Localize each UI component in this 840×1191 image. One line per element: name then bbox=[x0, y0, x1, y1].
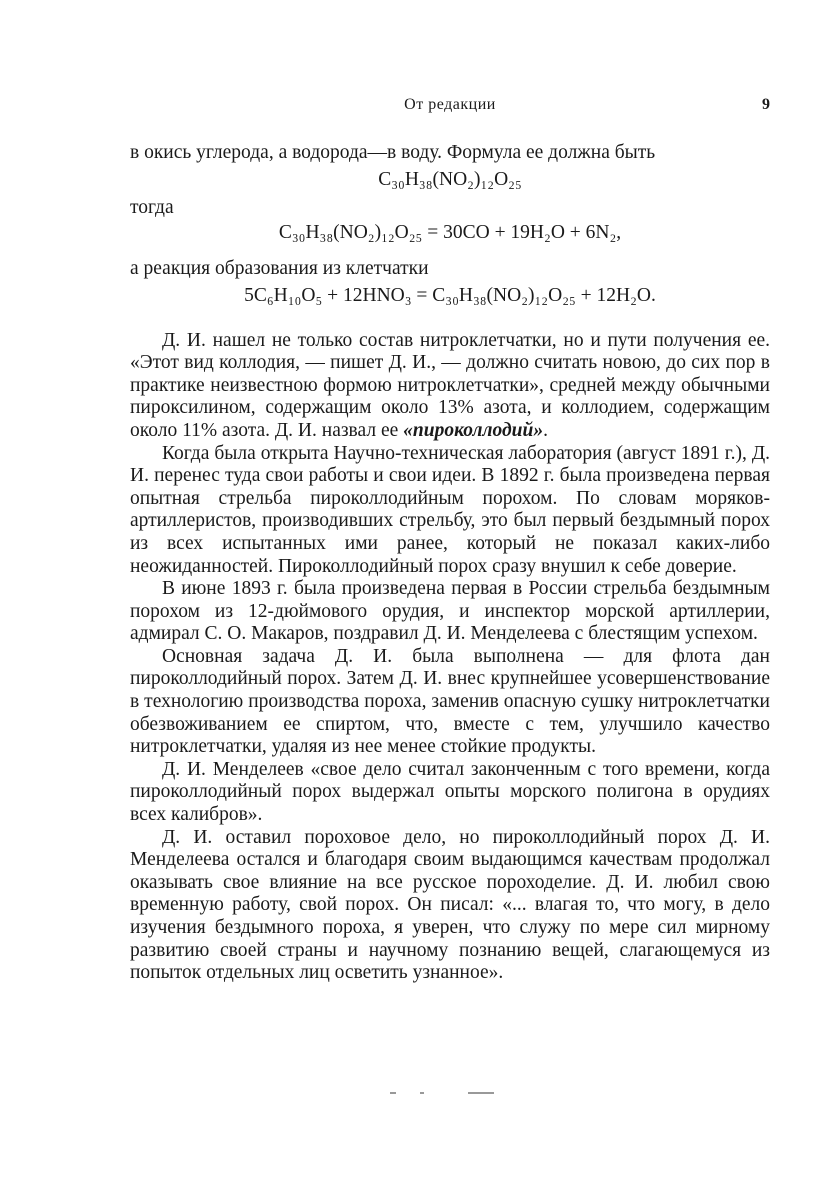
paragraph-1-text: Д. И. нашел не только состав нитроклетчатки, но и пути получения ее. «Этот вид коллодия, — пишет Д. И., — должно считать новою, до сих пор в практике неизвестною формою нитроклетчатки», средней между обычными пироксилином, содержащим около 13% азота, и коллодием, содержащим около 11% азота. Д. И. назвал ее bbox=[130, 329, 770, 441]
paragraph-2: Когда была открыта Научно-техническая лаборатория (август 1891 г.), Д. И. перенес туда свои работы и свои идеи. В 1892 г. была произведена первая опытная стрельба пироколлодийным порохом. По словам моряков-артиллеристов, производивших стрельбу, это был первый бездымный порох из всех испытанных ими ранее, который не показал каких-либо неожиданностей. Пироколлодийный порох сразу внушил к себе доверие. bbox=[130, 442, 770, 577]
paragraph-6: Д. И. оставил пороховое дело, но пироколлодийный порох Д. И. Менделеева остался и благодаря своим выдающимся качествам продолжал оказывать свое влияние на все русское пороходелие. Д. И. любил свою временную работу, свой порох. Он писал: «... влагая то, что могу, в дело изучения бездымного пороха, я уверен, что служу по мере сил мирному развитию своей страны и научному познанию вещей, слагающемуся из попыток отдельных лиц осветить узнанное». bbox=[130, 826, 770, 984]
paragraph-3: В июне 1893 г. была произведена первая в России стрельба бездымным порохом из 12-дюймового орудия, и инспектор морской артиллерии, адмирал С. О. Макаров, поздравил Д. И. Менделеева с блестящим успехом. bbox=[130, 578, 770, 645]
label-reaction: а реакция образования из клетчатки bbox=[130, 258, 429, 280]
print-mark bbox=[468, 1092, 494, 1094]
running-title: От редакции bbox=[404, 96, 496, 113]
formula-nitrocellulose: C₃₀H₃₈(NO₂)₁₂O₂₅ bbox=[378, 168, 522, 190]
page-number: 9 bbox=[762, 96, 770, 113]
print-marks bbox=[390, 1092, 500, 1098]
formula-decomposition: C₃₀H₃₈(NO₂)₁₂O₂₅ = 30CO + 19H₂O + 6N₂, bbox=[278, 221, 622, 243]
page-header bbox=[130, 96, 770, 120]
paragraph-1 bbox=[130, 330, 770, 443]
paragraph-1-end: . bbox=[543, 419, 548, 441]
paragraph-5: Д. И. Менделеев «свое дело считал законченным с того времени, когда пироколлодийный порох выдержал опыты морского полигона в орудиях всех калибров». bbox=[130, 758, 770, 826]
print-mark bbox=[390, 1092, 396, 1094]
paragraph-4: Основная задача Д. И. была выполнена — для флота дан пироколлодийный порох. Затем Д. И. внес крупнейшее усовершенствование в технологию производства пороха, заменив опасную сушку нитроклетчатки обезвоживанием ее спиртом, что, вместе с тем, улучшило качество нитроклетчатки, удаляя из нее менее стойкие продукты. bbox=[130, 645, 770, 758]
intro-line: в окись углерода, а водорода—в воду. Формула ее должна быть bbox=[130, 142, 656, 163]
formula-formation: 5C₆H₁₀O₅ + 12HNO₃ = C₃₀H₃₈(NO₂)₁₂O₂₅ + 12H₂O. bbox=[244, 284, 656, 306]
body-text bbox=[130, 142, 770, 985]
label-then: тогда bbox=[130, 197, 174, 219]
print-mark bbox=[420, 1092, 424, 1094]
term-pyrocollodion: «пироколлодий» bbox=[403, 419, 544, 441]
